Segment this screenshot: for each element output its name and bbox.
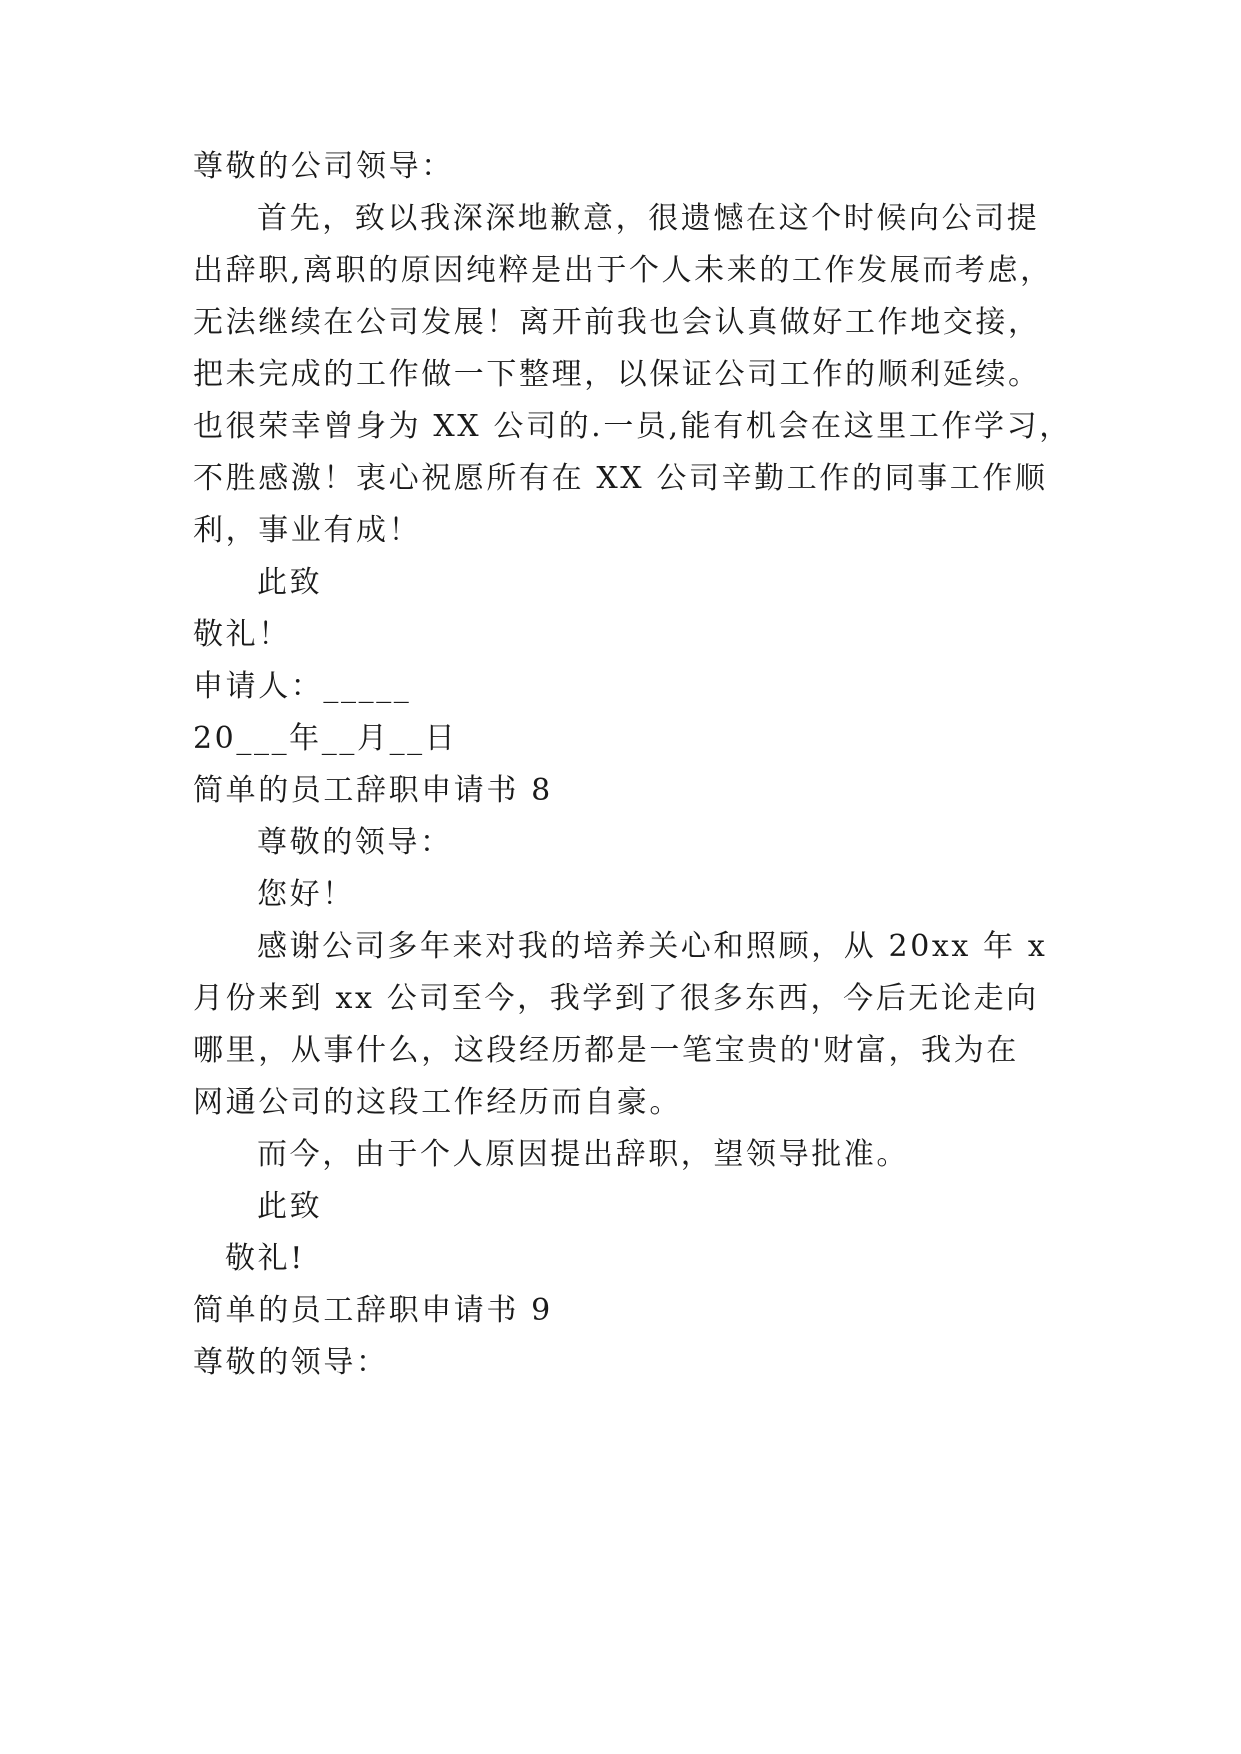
paragraph-line: 也很荣幸曾身为 XX 公司的.一员,能有机会在这里工作学习，: [193, 409, 1072, 444]
paragraph-line: 网通公司的这段工作经历而自豪。: [193, 1085, 682, 1120]
paragraph-line: 把未完成的工作做一下整理，以保证公司工作的顺利延续。: [193, 357, 1041, 392]
section-heading: 简单的员工辞职申请书 8: [193, 773, 553, 808]
paragraph-line: 无法继续在公司发展！离开前我也会认真做好工作地交接，: [193, 305, 1041, 340]
paragraph-line: 哪里，从事什么，这段经历都是一笔宝贵的'财富，我为在: [193, 1033, 1019, 1068]
closing-ci-zhi: 此致: [257, 565, 323, 600]
closing-ci-zhi: 此致: [257, 1189, 323, 1224]
paragraph-line: 首先，致以我深深地歉意，很遗憾在这个时候向公司提: [257, 201, 1040, 236]
greeting: 您好！: [257, 877, 355, 912]
date-line: 20___年__月__日: [193, 721, 458, 756]
salutation: 尊敬的公司领导：: [193, 149, 454, 184]
paragraph-line: 出辞职,离职的原因纯粹是出于个人未来的工作发展而考虑，: [193, 253, 1053, 288]
applicant-line: 申请人：_____: [193, 669, 412, 704]
salutation: 尊敬的领导：: [257, 825, 453, 860]
section-heading: 简单的员工辞职申请书 9: [193, 1293, 553, 1328]
paragraph-line: 利，事业有成！: [193, 513, 422, 548]
closing-jing-li: 敬礼!: [225, 1241, 305, 1276]
paragraph-line: 不胜感激！衷心祝愿所有在 XX 公司辛勤工作的同事工作顺: [193, 461, 1048, 496]
paragraph-line: 而今，由于个人原因提出辞职，望领导批准。: [257, 1137, 909, 1172]
paragraph-line: 感谢公司多年来对我的培养关心和照顾，从 20xx 年 x: [257, 929, 1048, 964]
salutation: 尊敬的领导：: [193, 1345, 389, 1380]
closing-jing-li: 敬礼！: [193, 617, 291, 652]
paragraph-line: 月份来到 xx 公司至今，我学到了很多东西，今后无论走向: [193, 981, 1039, 1016]
